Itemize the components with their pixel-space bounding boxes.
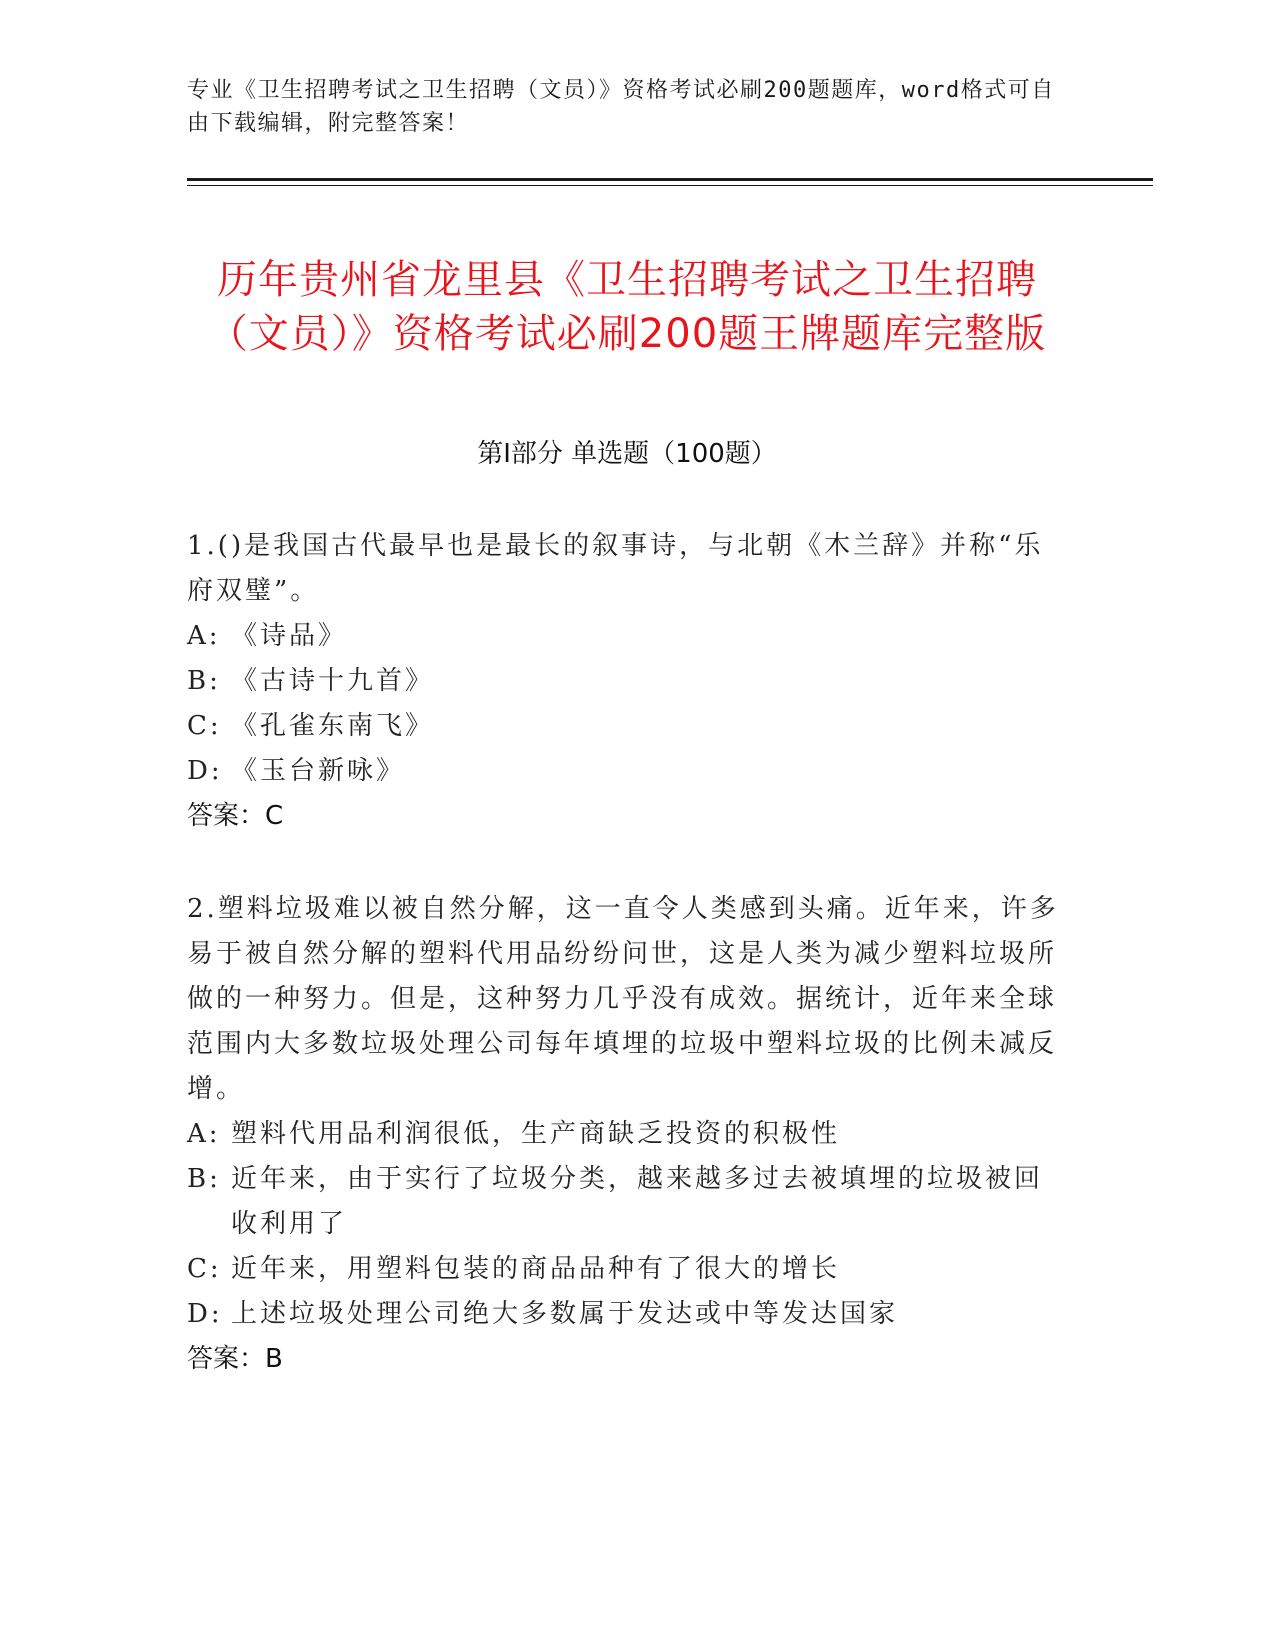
option-letter: B: bbox=[187, 666, 221, 696]
option-c bbox=[187, 1247, 1067, 1292]
question-stem: 1.()是我国古代最早也是最长的叙事诗，与北朝《木兰辞》并称“乐府双璧”。 bbox=[187, 531, 1044, 606]
option-text: 《古诗十九首》 bbox=[231, 666, 435, 696]
option-letter: A: bbox=[187, 621, 221, 651]
option-b bbox=[187, 1157, 1067, 1247]
option-text: 《诗品》 bbox=[231, 621, 348, 651]
question-2 bbox=[187, 887, 1067, 1382]
answer-line: 答案：C bbox=[187, 801, 284, 831]
option-letter: D: bbox=[187, 1299, 223, 1329]
option-b bbox=[187, 659, 1067, 704]
option-letter: B: bbox=[187, 1164, 221, 1194]
option-text: 近年来，用塑料包装的商品品种有了很大的增长 bbox=[231, 1254, 841, 1284]
option-letter: C: bbox=[187, 711, 222, 741]
header-rule-thick bbox=[187, 178, 1153, 181]
option-letter: C: bbox=[187, 1254, 222, 1284]
option-letter: A: bbox=[187, 1119, 221, 1149]
option-text: 近年来，由于实行了垃圾分类，越来越多过去被填埋的垃圾被回收利用了 bbox=[231, 1164, 1044, 1239]
header-note: 专业《卫生招聘考试之卫生招聘（文员）》资格考试必刷200题题库，word格式可自由下载编辑，附完整答案！ bbox=[187, 78, 1055, 136]
question-1 bbox=[187, 524, 1067, 839]
option-text: 《玉台新咏》 bbox=[231, 756, 406, 786]
option-letter: D: bbox=[187, 756, 223, 786]
option-d bbox=[187, 1292, 1067, 1337]
option-text: 《孔雀东南飞》 bbox=[231, 711, 435, 741]
option-a bbox=[187, 1112, 1067, 1157]
option-d bbox=[187, 749, 1067, 794]
option-c bbox=[187, 704, 1067, 749]
option-text: 上述垃圾处理公司绝大多数属于发达或中等发达国家 bbox=[231, 1299, 899, 1329]
answer-line: 答案：B bbox=[187, 1344, 283, 1374]
question-stem: 2.塑料垃圾难以被自然分解，这一直令人类感到头痛。近年来，许多易于被自然分解的塑料代用品纷纷问世，这是人类为减少塑料垃圾所做的一种努力。但是，这种努力几乎没有成效。据统计，近年来全球范围内大多数垃圾处理公司每年填埋的垃圾中塑料垃圾的比例未减反增。 bbox=[187, 894, 1059, 1104]
option-a bbox=[187, 614, 1067, 659]
document-title: 历年贵州省龙里县《卫生招聘考试之卫生招聘（文员）》资格考试必刷200题王牌题库完整版 bbox=[207, 256, 1047, 357]
header-rule-thin bbox=[187, 185, 1153, 186]
option-text: 塑料代用品利润很低，生产商缺乏投资的积极性 bbox=[231, 1119, 841, 1149]
section-title: 第I部分 单选题（100题） bbox=[477, 439, 777, 469]
